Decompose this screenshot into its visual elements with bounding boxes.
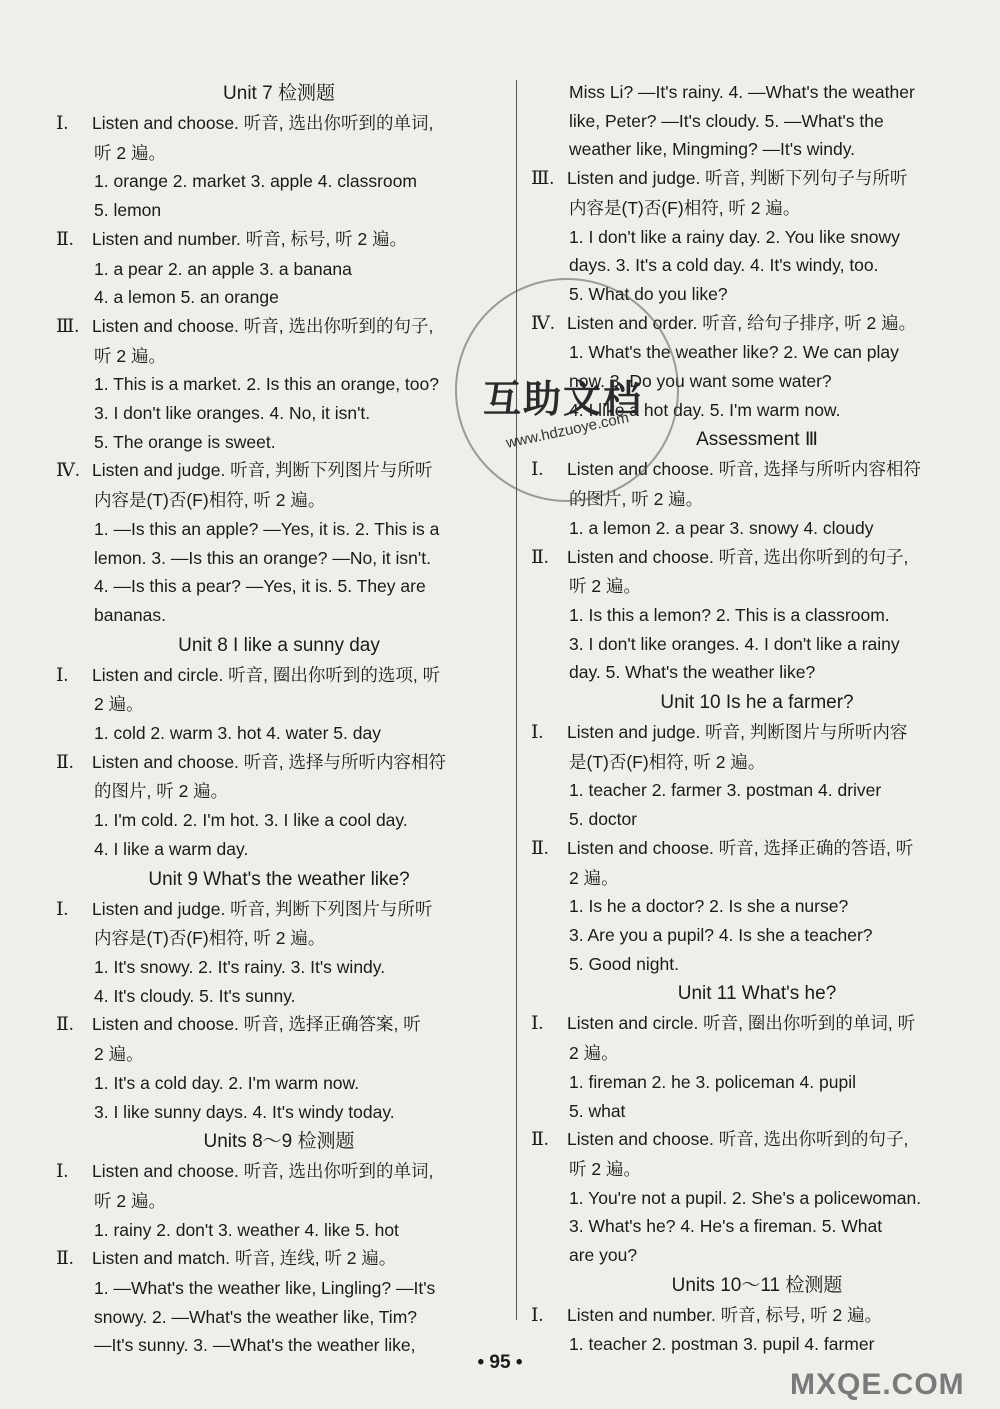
question-line — [531, 718, 983, 748]
question-text: Listen and number. 听音, 标号, 听 2 遍。 — [92, 228, 408, 249]
answer-line: 1. Is this a lemon? 2. This is a classroom. — [569, 604, 890, 625]
answer-line: bananas. — [94, 604, 167, 625]
answer-line: 3. Are you a pupil? 4. Is she a teacher? — [569, 924, 873, 945]
answer-line: Miss Li? —It's rainy. 4. —What's the weather — [569, 82, 915, 102]
answer-line: 5. What do you like? — [569, 283, 728, 304]
question-line — [56, 748, 502, 778]
question-text: Listen and circle. 听音, 圈出你听到的单词, 听 — [567, 1013, 916, 1034]
answer-line: 5. The orange is sweet. — [94, 431, 276, 452]
question-line — [56, 109, 502, 139]
answer-line: 2 遍。 — [94, 694, 144, 715]
question-text: Listen and choose. 听音, 选择与所听内容相符 — [92, 751, 446, 772]
question-line — [56, 1244, 502, 1274]
question-number: Ⅱ. — [531, 837, 549, 859]
question-line — [56, 456, 502, 486]
question-number: Ⅲ. — [56, 315, 80, 337]
question-line — [531, 1125, 983, 1155]
answer-line: now. 3. Do you want some water? — [569, 371, 832, 392]
question-text: Listen and match. 听音, 连线, 听 2 遍。 — [92, 1248, 397, 1269]
answer-line: 的图片, 听 2 遍。 — [94, 781, 229, 802]
question-number: Ⅳ. — [56, 460, 80, 482]
question-text: Listen and judge. 听音, 判断下列句子与所听 — [567, 168, 908, 189]
answer-line: 1. cold 2. warm 3. hot 4. water 5. day — [94, 723, 381, 744]
question-number: Ⅳ. — [531, 312, 555, 334]
question-text: Listen and judge. 听音, 判断图片与所听内容 — [567, 722, 908, 743]
answer-line: 3. I like sunny days. 4. It's windy today. — [94, 1101, 395, 1122]
stamp-logo-text: 互助文档 — [483, 377, 644, 421]
answer-line: 1. Is he a doctor? 2. Is she a nurse? — [569, 896, 849, 917]
answer-line: 听 2 遍。 — [94, 142, 166, 163]
section-heading: Unit 7 检测题 — [223, 83, 335, 104]
answer-line: 1. It's snowy. 2. It's rainy. 3. It's windy. — [94, 956, 386, 977]
section-heading: Unit 10 Is he a farmer? — [660, 692, 854, 714]
answer-line: day. 5. What's the weather like? — [569, 662, 816, 683]
question-number: Ⅰ. — [56, 898, 69, 920]
question-line — [531, 543, 983, 573]
answer-line: 1. teacher 2. farmer 3. postman 4. driver — [569, 780, 882, 801]
answer-line: 1. a pear 2. an apple 3. a banana — [94, 258, 352, 279]
answer-line: days. 3. It's a cold day. 4. It's windy, too. — [569, 255, 879, 276]
answer-line: 5. lemon — [94, 200, 162, 221]
answer-line: 3. I don't like oranges. 4. No, it isn't. — [94, 403, 371, 424]
left-column — [56, 78, 502, 1360]
question-number: Ⅰ. — [531, 722, 544, 744]
answer-line: snowy. 2. —What's the weather like, Tim? — [94, 1306, 417, 1327]
question-number: Ⅰ. — [56, 1161, 69, 1183]
answer-line: 1. —What's the weather like, Lingling? —It's — [94, 1278, 436, 1299]
answer-line: 2 遍。 — [569, 867, 619, 888]
question-line — [531, 1301, 983, 1331]
answer-line: 5. what — [569, 1100, 626, 1121]
question-number: Ⅰ. — [56, 113, 69, 134]
answer-line: 2 遍。 — [94, 1044, 144, 1065]
question-text: Listen and number. 听音, 标号, 听 2 遍。 — [567, 1304, 883, 1325]
answer-line: 1. What's the weather like? 2. We can play — [569, 342, 899, 363]
answer-line: 1. teacher 2. postman 3. pupil 4. farmer — [569, 1334, 875, 1355]
answer-line: —It's sunny. 3. —What's the weather like, — [94, 1335, 416, 1356]
answer-line: 4. —Is this a pear? —Yes, it is. 5. They are — [94, 576, 426, 597]
answer-line: 2 遍。 — [569, 1043, 619, 1064]
section-heading: Unit 9 What's the weather like? — [148, 868, 410, 890]
answer-line: 1. This is a market. 2. Is this an orange, too? — [94, 374, 439, 395]
answer-line: 1. —Is this an apple? —Yes, it is. 2. This is a — [94, 518, 440, 539]
answer-line: 内容是(T)否(F)相符, 听 2 遍。 — [94, 928, 326, 949]
answer-line: 5. Good night. — [569, 953, 679, 974]
answer-line: 1. I don't like a rainy day. 2. You like snowy — [569, 226, 900, 247]
question-number: Ⅰ. — [531, 1304, 544, 1326]
question-line — [56, 225, 502, 255]
question-text: Listen and choose. 听音, 选出你听到的单词, — [92, 1161, 434, 1182]
answer-line: lemon. 3. —Is this an orange? —No, it isn't. — [94, 547, 431, 568]
answer-line: like, Peter? —It's cloudy. 5. —What's the — [569, 110, 884, 131]
question-number: Ⅱ. — [531, 546, 549, 568]
answer-line: 内容是(T)否(F)相符, 听 2 遍。 — [94, 490, 326, 511]
question-line — [531, 834, 983, 864]
stamp-url: www.hdzuoye.com — [504, 409, 631, 452]
question-line — [531, 1009, 983, 1039]
question-line — [56, 895, 502, 925]
question-text: Listen and choose. 听音, 选出你听到的单词, — [92, 113, 434, 133]
answer-line: 内容是(T)否(F)相符, 听 2 遍。 — [569, 197, 801, 218]
answer-line: 1. It's a cold day. 2. I'm warm now. — [94, 1072, 360, 1093]
answer-line: are you? — [569, 1245, 638, 1266]
answer-line: 4. It's cloudy. 5. It's sunny. — [94, 985, 296, 1006]
question-text: Listen and order. 听音, 给句子排序, 听 2 遍。 — [567, 312, 917, 333]
answer-line: 4. a lemon 5. an orange — [94, 287, 279, 308]
answer-line: 听 2 遍。 — [569, 1158, 641, 1179]
question-text: Listen and judge. 听音, 判断下列图片与所听 — [92, 898, 433, 919]
answer-line: 1. orange 2. market 3. apple 4. classroom — [94, 171, 417, 192]
question-line — [56, 312, 502, 342]
question-text: Listen and judge. 听音, 判断下列图片与所听 — [92, 460, 433, 481]
section-heading: Unit 8 I like a sunny day — [178, 634, 380, 656]
answer-line: 1. rainy 2. don't 3. weather 4. like 5. hot — [94, 1219, 399, 1240]
question-number: Ⅱ. — [56, 1248, 74, 1270]
answer-line: 1. I'm cold. 2. I'm hot. 3. I like a cool day. — [94, 810, 408, 831]
question-text: Listen and choose. 听音, 选择正确的答语, 听 — [567, 837, 914, 858]
answer-line: 的图片, 听 2 遍。 — [569, 489, 704, 510]
column-divider — [516, 80, 517, 1320]
question-text: Listen and choose. 听音, 选择正确答案, 听 — [92, 1014, 421, 1035]
answer-line: 1. You're not a pupil. 2. She's a policewoman. — [569, 1187, 922, 1208]
question-line — [56, 1157, 502, 1187]
question-number: Ⅱ. — [56, 228, 74, 250]
question-text: Listen and circle. 听音, 圈出你听到的选项, 听 — [92, 664, 441, 685]
question-number: Ⅰ. — [531, 1013, 544, 1035]
watermark-text: MXQE.COM — [790, 1368, 965, 1401]
answer-line: 4. I like a hot day. 5. I'm warm now. — [569, 399, 841, 420]
section-heading: Units 8～9 检测题 — [203, 1131, 355, 1153]
question-text: Listen and choose. 听音, 选择与所听内容相符 — [567, 459, 921, 480]
question-number: Ⅱ. — [56, 751, 74, 773]
answer-line: 听 2 遍。 — [569, 576, 641, 597]
answer-line: 5. doctor — [569, 809, 638, 830]
question-number: Ⅲ. — [531, 168, 555, 190]
question-number: Ⅰ. — [531, 459, 544, 481]
question-text: Listen and choose. 听音, 选出你听到的句子, — [567, 546, 909, 567]
answer-line: weather like, Mingming? —It's windy. — [569, 139, 856, 160]
answer-line: 3. What's he? 4. He's a fireman. 5. What — [569, 1216, 883, 1237]
answer-line: 4. I like a warm day. — [94, 838, 249, 859]
answer-line: 听 2 遍。 — [94, 1190, 166, 1211]
answer-line: 1. a lemon 2. a pear 3. snowy 4. cloudy — [569, 517, 874, 538]
answer-line: 听 2 遍。 — [94, 345, 166, 366]
page-number: • 95 • — [477, 1352, 523, 1373]
question-number: Ⅱ. — [56, 1014, 74, 1036]
question-line — [531, 164, 983, 194]
question-number: Ⅰ. — [56, 664, 69, 686]
question-text: Listen and choose. 听音, 选出你听到的句子, — [567, 1129, 909, 1150]
question-text: Listen and choose. 听音, 选出你听到的句子, — [92, 315, 434, 336]
section-heading: Units 10～11 检测题 — [671, 1274, 843, 1296]
section-heading: Assessment Ⅲ — [696, 429, 818, 451]
question-line — [56, 1010, 502, 1040]
question-number: Ⅱ. — [531, 1129, 549, 1151]
answer-line: 1. fireman 2. he 3. policeman 4. pupil — [569, 1071, 856, 1092]
answer-line: 3. I don't like oranges. 4. I don't like a rainy — [569, 633, 900, 654]
section-heading: Unit 11 What's he? — [677, 983, 837, 1005]
answer-line: 是(T)否(F)相符, 听 2 遍。 — [569, 751, 766, 772]
question-line — [56, 661, 502, 691]
right-column — [531, 78, 983, 1359]
